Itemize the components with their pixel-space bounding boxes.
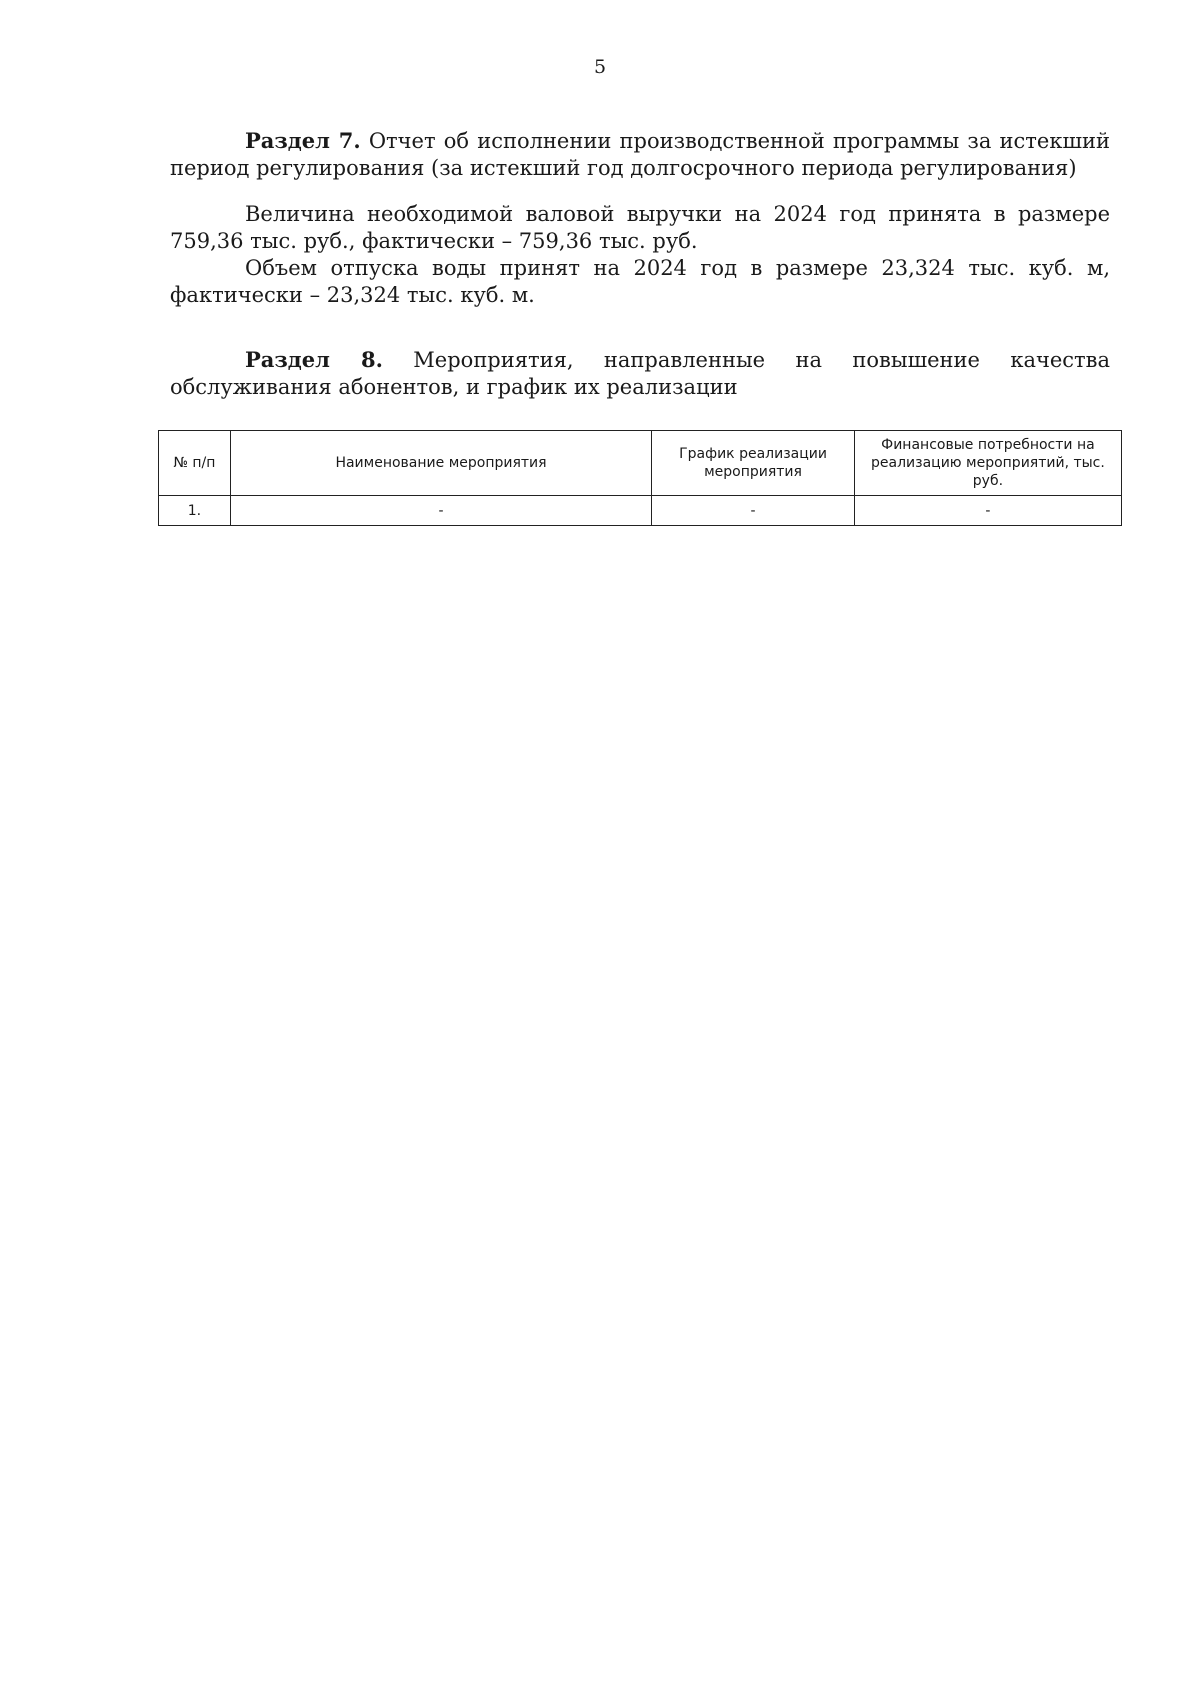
- header-measure-name: Наименование мероприятия: [230, 431, 651, 496]
- water-volume-paragraph: Объем отпуска воды принят на 2024 год в размере 23,324 тыс. куб. м, фактически – 23,324 тыс. куб. м.: [170, 256, 1110, 307]
- table-row: [159, 496, 1122, 526]
- revenue-paragraph: Величина необходимой валовой выручки на 2024 год принята в размере 759,36 тыс. руб., фактически – 759,36 тыс. руб.: [170, 202, 1110, 253]
- section-7-heading: [170, 127, 1110, 182]
- section-8-heading: [170, 346, 1110, 401]
- section-7-label: Раздел 7.: [245, 128, 361, 153]
- header-schedule: График реализации мероприятия: [652, 431, 855, 496]
- cell-financial-needs: -: [854, 496, 1121, 526]
- page-number: 5: [593, 56, 607, 78]
- table-header-row: [159, 431, 1122, 496]
- section-8-label: Раздел 8.: [245, 347, 383, 372]
- section-7-body: [170, 201, 1110, 309]
- section-8-title: Мероприятия, направленные на повышение качества обслуживания абонентов, и график их реализации: [170, 348, 1110, 399]
- header-number: № п/п: [159, 431, 231, 496]
- cell-number: 1.: [159, 496, 231, 526]
- section-7-title: Отчет об исполнении производственной программы за истекший период регулирования (за истекший год долгосрочного периода регулирования): [170, 129, 1110, 180]
- header-financial-needs: Финансовые потребности на реализацию мероприятий, тыс. руб.: [854, 431, 1121, 496]
- cell-schedule: -: [652, 496, 855, 526]
- measures-table: [158, 430, 1122, 526]
- cell-measure-name: -: [230, 496, 651, 526]
